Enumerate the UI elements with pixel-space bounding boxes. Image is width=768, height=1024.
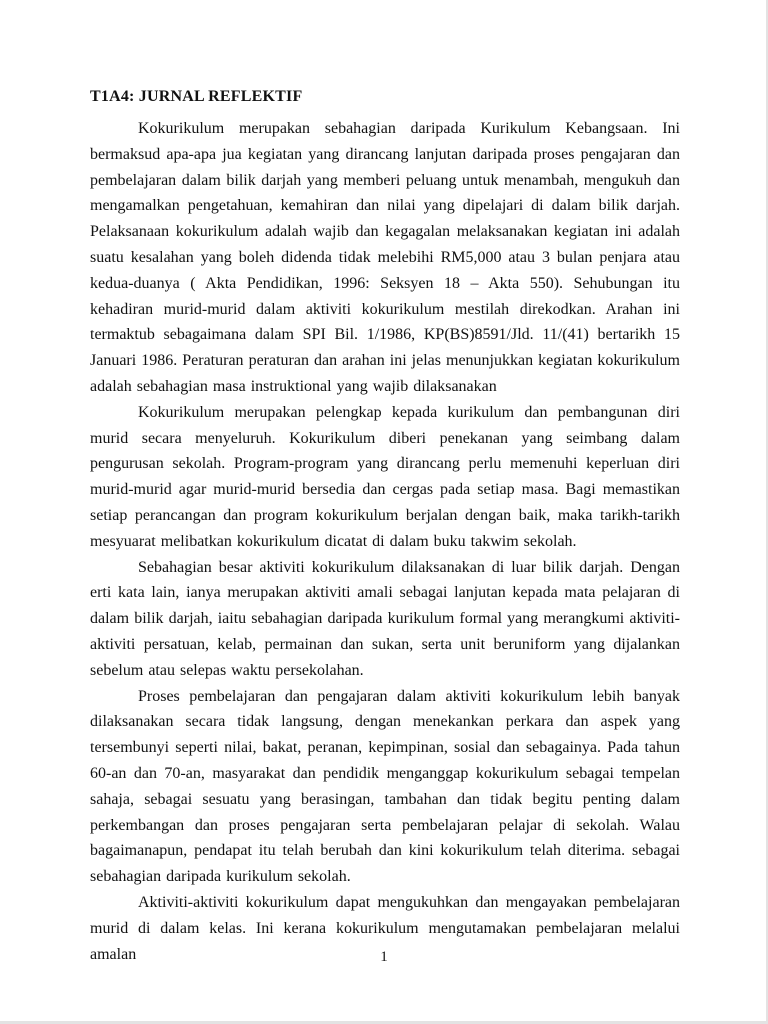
paragraph: Kokurikulum merupakan sebahagian daripada Kurikulum Kebangsaan. Ini bermaksud apa-apa jua kegiatan yang dirancang lanjutan daripada proses pengajaran dan pembelajaran dalam bilik darjah yang memberi peluang untuk menambah, mengukuh dan mengamalkan pengetahuan, kemahiran dan nilai yang dipelajari di dalam bilik darjah. Pelaksanaan kokurikulum adalah wajib dan kegagalan melaksanakan kegiatan ini adalah suatu kesalahan yang boleh didenda tidak melebihi RM5,000 atau 3 bulan penjara atau kedua-duanya ( Akta Pendidikan, 1996: Seksyen 18 – Akta 550). Sehubungan itu kehadiran murid-murid dalam aktiviti kokurikulum mestilah direkodkan. Arahan ini termaktub sebagaimana dalam SPI Bil. 1/1986, KP(BS)8591/Jld. 11/(41) bertarikh 15 Januari 1986. Peraturan peraturan dan arahan ini jelas menunjukkan kegiatan kokurikulum adalah sebahagian masa instruktional yang wajib dilaksanakan [90, 120, 680, 395]
paragraph: Sebahagian besar aktiviti kokurikulum dilaksanakan di luar bilik darjah. Dengan erti kata lain, ianya merupakan aktiviti amali sebagai lanjutan kepada mata pelajaran di dalam bilik darjah, iaitu sebahagian daripada kurikulum formal yang merangkumi aktiviti-aktiviti persatuan, kelab, permainan dan sukan, serta unit beruniform yang dijalankan sebelum atau selepas waktu persekolahan. [90, 558, 680, 679]
page-number: 1 [380, 949, 388, 965]
document-content [90, 84, 680, 967]
paragraph: Proses pembelajaran dan pengajaran dalam aktiviti kokurikulum lebih banyak dilaksanakan secara tidak langsung, dengan menekankan perkara dan aspek yang tersembunyi seperti nilai, bakat, peranan, kepimpinan, sosial dan sebagainya. Pada tahun 60-an dan 70-an, masyarakat dan pendidik menganggap kokurikulum sebagai tempelan sahaja, sebagai sesuatu yang berasingan, tambahan dan tidak begitu penting dalam perkembangan dan proses pengajaran serta pembelajaran pelajar di sekolah. Walau bagaimanapun, pendapat itu telah berubah dan kini kokurikulum telah diterima. sebagai sebahagian daripada kurikulum sekolah. [90, 687, 680, 886]
paragraph: Aktiviti-aktiviti kokurikulum dapat mengukuhkan dan mengayakan pembelajaran murid di dalam kelas. Ini kerana kokurikulum mengutamakan pembelajaran melalui amalan [90, 893, 680, 963]
document-title: T1A4: JURNAL REFLEKTIF [90, 88, 303, 105]
paragraph: Kokurikulum merupakan pelengkap kepada kurikulum dan pembangunan diri murid secara menyeluruh. Kokurikulum diberi penekanan yang seimbang dalam pengurusan sekolah. Program-program yang dirancang perlu memenuhi keperluan diri murid-murid agar murid-murid bersedia dan cergas pada setiap masa. Bagi memastikan setiap perancangan dan program kokurikulum berjalan dengan baik, maka tarikh-tarikh mesyuarat melibatkan kokurikulum dicatat di dalam buku takwim sekolah. [90, 403, 680, 550]
